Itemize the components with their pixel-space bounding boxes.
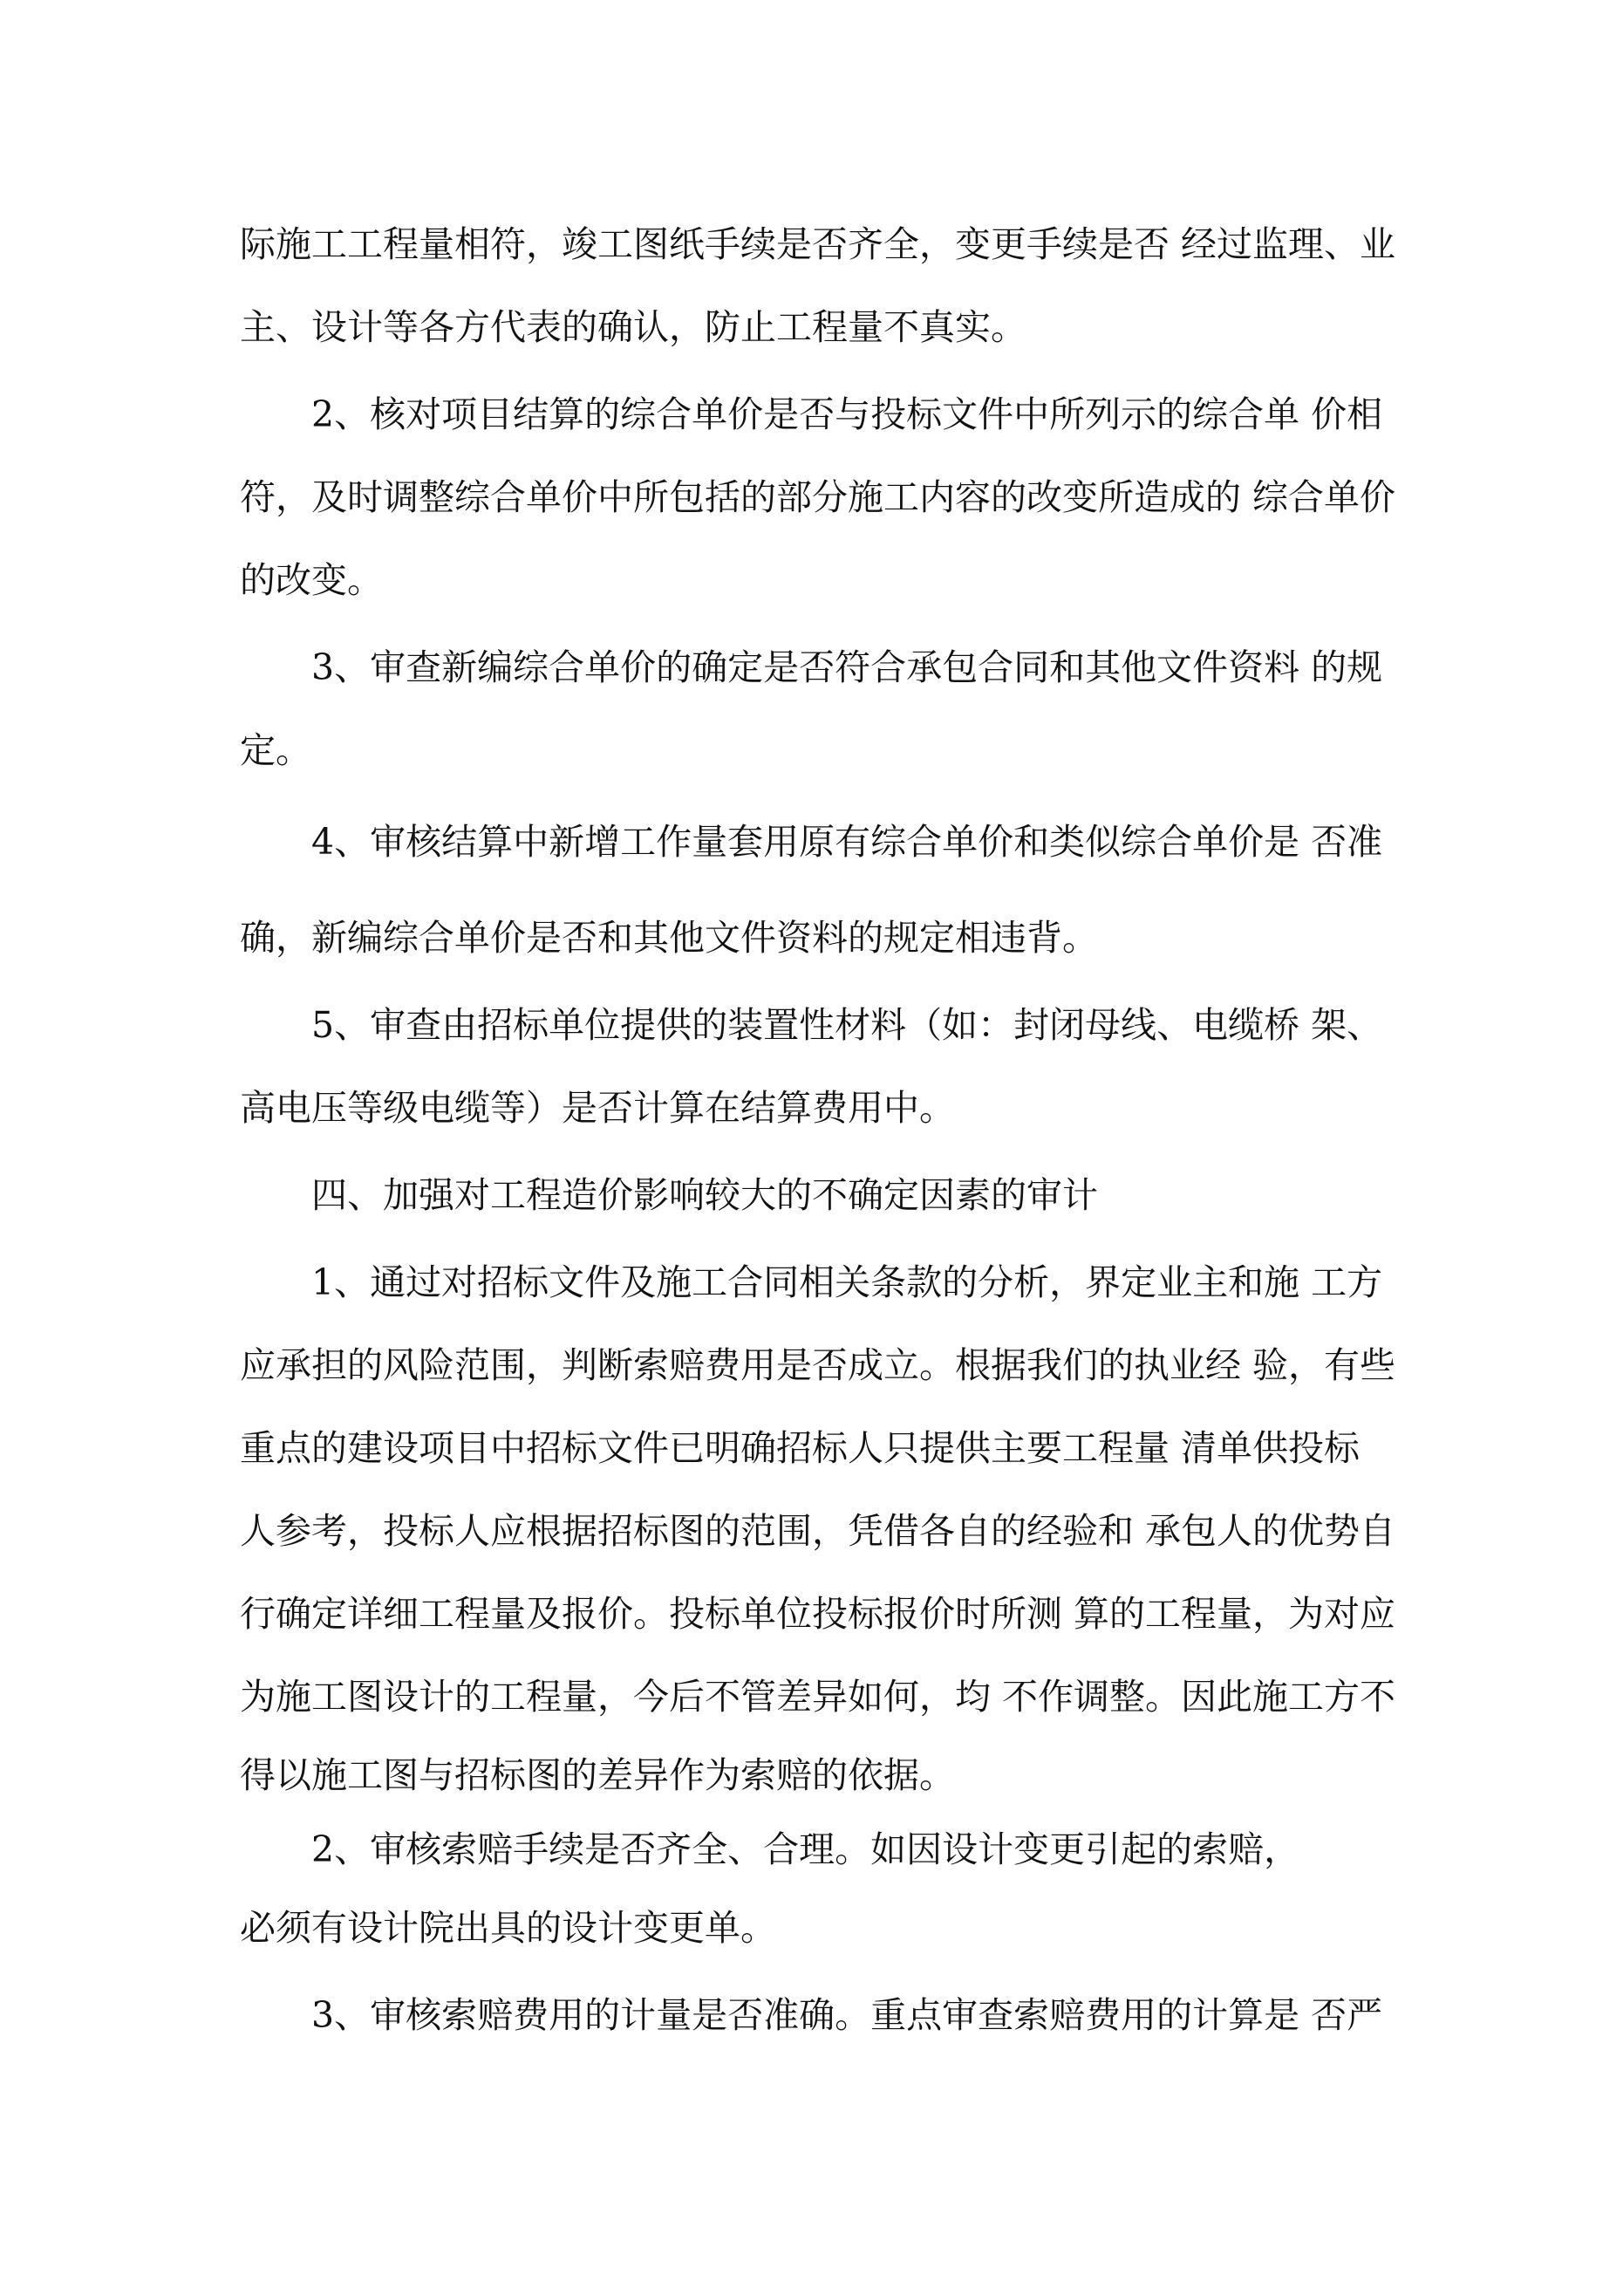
text-line: 2、核对项目结算的综合单价是否与投标文件中所列示的综合单 价相 — [311, 393, 1383, 435]
text-line: 四、加强对工程造价影响较大的不确定因素的审计 — [311, 1174, 1098, 1216]
text-line: 的改变。 — [240, 559, 383, 601]
text-line: 重点的建设项目中招标文件已明确招标人只提供主要工程量 清单供投标 — [240, 1427, 1360, 1469]
text-line: 行确定详细工程量及报价。投标单位投标报价时所测 算的工程量，为对应 — [240, 1593, 1396, 1635]
text-line: 符，及时调整综合单价中所包括的部分施工内容的改变所造成的 综合单价 — [240, 476, 1396, 518]
text-line: 人参考，投标人应根据招标图的范围，凭借各自的经验和 承包人的优势自 — [240, 1510, 1396, 1552]
text-line: 得以施工图与招标图的差异作为索赔的依据。 — [240, 1754, 955, 1796]
text-line: 3、审核索赔费用的计量是否准确。重点审查索赔费用的计算是 否严 — [311, 1994, 1383, 2036]
text-line: 应承担的风险范围，判断索赔费用是否成立。根据我们的执业经 验，有些 — [240, 1344, 1396, 1386]
text-line: 际施工工程量相符，竣工图纸手续是否齐全，变更手续是否 经过监理、业 — [240, 223, 1396, 265]
text-line: 1、通过对招标文件及施工合同相关条款的分析，界定业主和施 工方 — [311, 1261, 1383, 1303]
text-line: 4、审核结算中新增工作量套用原有综合单价和类似综合单价是 否准 — [311, 821, 1383, 863]
text-line: 确，新编综合单价是否和其他文件资料的规定相违背。 — [240, 917, 1098, 959]
text-line: 高电压等级电缆等）是否计算在结算费用中。 — [240, 1087, 955, 1129]
text-line: 定。 — [240, 729, 311, 771]
text-line: 2、审核索赔手续是否齐全、合理。如因设计变更引起的索赔， — [311, 1828, 1300, 1870]
text-line: 必须有设计院出具的设计变更单。 — [240, 1907, 776, 1949]
text-line: 主、设计等各方代表的确认，防止工程量不真实。 — [240, 306, 1026, 348]
text-line: 3、审查新编综合单价的确定是否符合承包合同和其他文件资料 的规 — [311, 646, 1383, 688]
text-line: 5、审查由招标单位提供的装置性材料（如：封闭母线、电缆桥 架、 — [311, 1004, 1383, 1046]
text-line: 为施工图设计的工程量，今后不管差异如何，均 不作调整。因此施工方不 — [240, 1676, 1396, 1718]
